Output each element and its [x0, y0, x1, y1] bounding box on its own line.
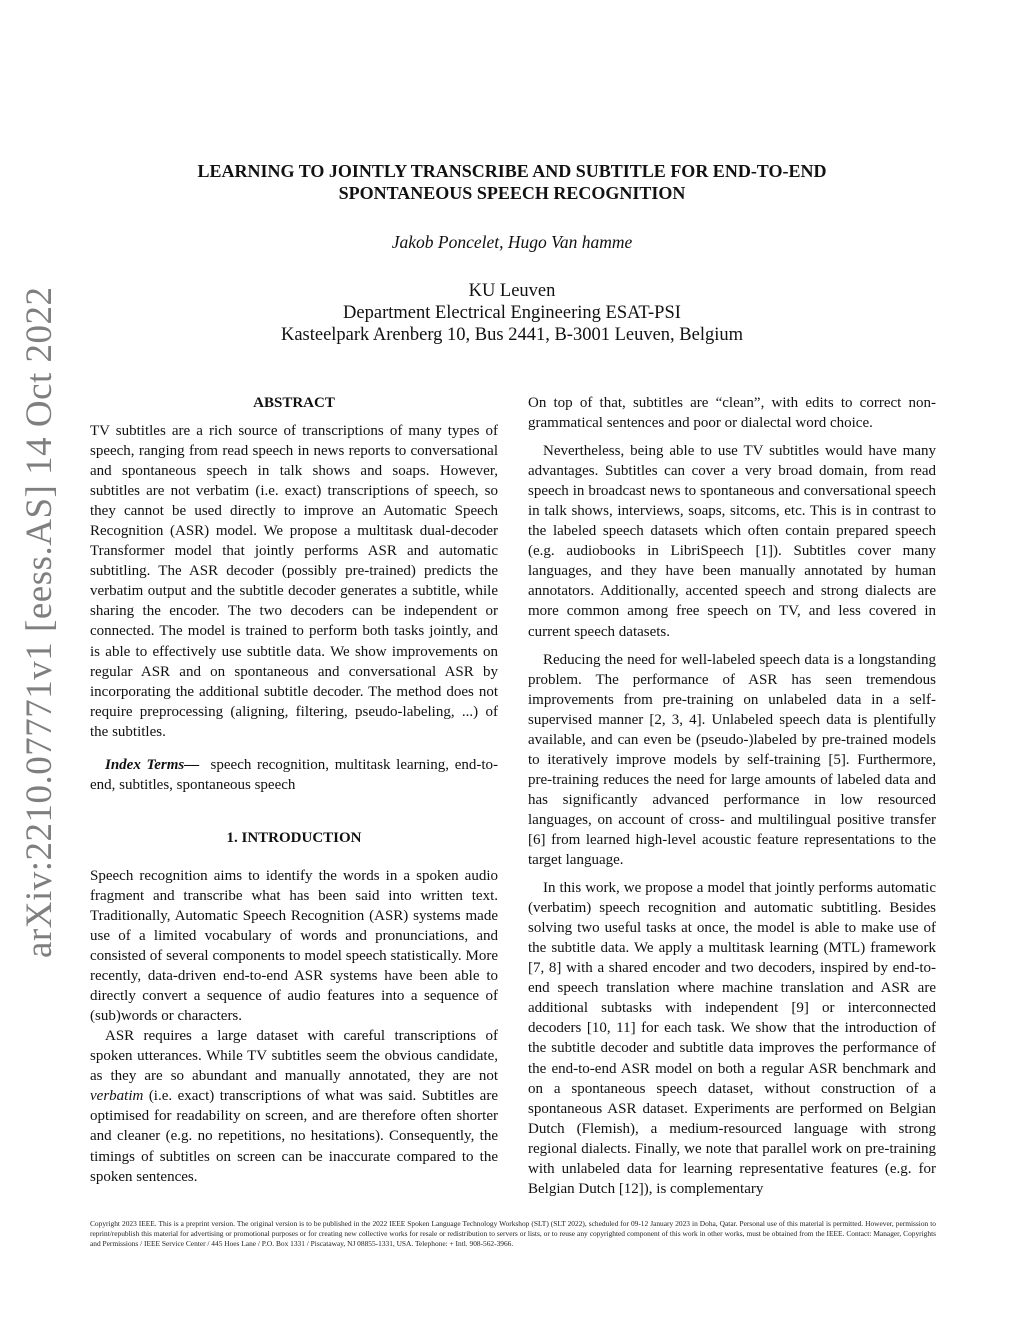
introduction-heading: 1. INTRODUCTION — [226, 829, 362, 846]
paper-title-line-2: SPONTANEOUS SPEECH RECOGNITION — [338, 183, 686, 203]
affiliation-department: Department Electrical Engineering ESAT-PSI — [343, 303, 681, 323]
author-list: Jakob Poncelet, Hugo Van hamme — [391, 232, 633, 252]
right-column — [528, 393, 936, 1199]
affiliation-block — [120, 280, 904, 346]
introduction-paragraph-2: ASR requires a large dataset with careful transcriptions of spoken utterances. While TV subtitles seem the obvious candidate, as they are so abundant and manually annotated, they are not verbatim (i.e. exact) transcriptions of what was said. Subtitles are optimised for readability on screen, and are therefore often shorter and cleaner (e.g. no repetitions, no hesitations). Consequently, the timings of subtitles on screen can be inaccurate compared to the spoken sentences. — [90, 1028, 498, 1185]
copyright-notice: Copyright 2023 IEEE. This is a preprint version. The original version is to be published in the 2022 IEEE Spoken Language Technology Workshop (SLT) (SLT 2022), scheduled for 09-12 January 2023 in Doha, Qatar. Personal use of this material is permitted. However, permission to reprint/republish this material for advertising or promotional purposes or for creating new collective works for resale or redistribution to servers or lists, or to reuse any copyrighted component of this work in other works, must be obtained from the IEEE. Contact: Manager, Copyrights and Permissions / IEEE Service Center / 445 Hoes Lane / P.O. Box 1331 / Piscataway, NJ 08855-1331, USA. Telephone: + Intl. 908-562-3966. — [90, 1219, 936, 1248]
right-paragraph-1: On top of that, subtitles are “clean”, with edits to correct non-grammatical sentences and poor or dialectal word choice. — [528, 395, 936, 432]
index-terms-label: Index Terms— — [105, 756, 200, 773]
left-column — [90, 393, 498, 1187]
arxiv-identifier-stamp: arXiv:2210.07771v1 [eess.AS] 14 Oct 2022 — [19, 286, 60, 958]
affiliation-university: KU Leuven — [468, 281, 556, 301]
paper-title — [120, 160, 904, 204]
abstract-text: TV subtitles are a rich source of transcriptions of many types of speech, ranging from read speech in news reports to conversational and spontaneous speech in talk shows and soaps. However, subtitles are not verbatim (i.e. exact) transcriptions of speech, so they cannot be used directly to improve an Automatic Speech Recognition (ASR) model. We propose a multitask dual-decoder Transformer model that jointly performs ASR and automatic subtitling. The ASR decoder (possibly pre-trained) predicts the verbatim output and the subtitle decoder generates a subtitle, while sharing the encoder. The two decoders can be independent or connected. The model is trained to perform both tasks jointly, and is able to effectively use subtitle data. We show improvements on regular ASR and on spontaneous and conversational ASR by incorporating the additional subtitle decoder. The method does not require preprocessing (aligning, filtering, pseudo-labeling, ...) of the subtitles. — [90, 423, 498, 740]
right-paragraph-4: In this work, we propose a model that jointly performs automatic (verbatim) speech recognition and automatic subtitling. Besides solving two useful tasks at once, the model is able to make use of the subtitle data. We apply a multitask learning (MTL) framework [7, 8] with a shared encoder and two decoders, inspired by end-to-end speech translation where machine translation and ASR are additional subtasks with independent [9] or interconnected decoders [10, 11] for each task. We show that the introduction of the subtitle decoder and subtitle data improves the performance of the end-to-end ASR model on both a regular ASR benchmark and on a spontaneous speech dataset, without construction of a spontaneous ASR dataset. Experiments are performed on Belgian Dutch (Flemish), a medium-resourced language with strong regional dialects. Finally, we note that parallel work on pre-training with unlabeled data for learning representative features (e.g. for Belgian Dutch [12]), is complementary — [528, 880, 936, 1197]
right-paragraph-3: Reducing the need for well-labeled speech data is a longstanding problem. The performance of ASR has seen tremendous improvements from pre-training on unlabeled data in a self-supervised manner [2, 3, 4]. Unlabeled speech data is plentifully available, and can even be (pseudo-)labeled by pre-trained models to iteratively improve models by self-training [5]. Furthermore, pre-training reduces the need for large amounts of labeled data and has significantly advanced performance in low resourced languages, on account of cross- and multilingual positive transfer [6] from learned high-level acoustic feature representations to the target language. — [528, 651, 936, 869]
introduction-paragraph-1: Speech recognition aims to identify the words in a spoken audio fragment and transcribe what has been said into written text. Traditionally, Automatic Speech Recognition (ASR) systems made use of a limited vocabulary of words and pronunciations, and consisted of several components to model speech statistically. More recently, data-driven end-to-end ASR systems have been able to directly convert a sequence of audio features into a sequence of (sub)words or characters. — [90, 867, 498, 1025]
emphasis-verbatim: verbatim — [90, 1088, 144, 1105]
affiliation-address: Kasteelpark Arenberg 10, Bus 2441, B-3001 Leuven, Belgium — [280, 325, 744, 345]
paper-title-line-1: LEARNING TO JOINTLY TRANSCRIBE AND SUBTITLE FOR END-TO-END — [197, 161, 827, 181]
abstract-heading: ABSTRACT — [253, 395, 335, 411]
index-terms-text: speech recognition, multitask learning, end-to-end, subtitles, spontaneous speech — [90, 756, 499, 793]
index-terms — [90, 755, 498, 795]
right-paragraph-2: Nevertheless, being able to use TV subtitles would have many advantages. Subtitles can cover a very broad domain, from read speech in broadcast news to spontaneous and conversational speech in talk shows, interviews, soaps, sitcoms, etc. This is in contrast to the labeled speech datasets which often contain prepared speech (e.g. audiobooks in LibriSpeech [1]). Subtitles cover many languages, and they have been manually annotated by human annotators. Additionally, accented speech and strong dialects are more common among free speech on TV, and less covered in current speech datasets. — [528, 443, 936, 640]
